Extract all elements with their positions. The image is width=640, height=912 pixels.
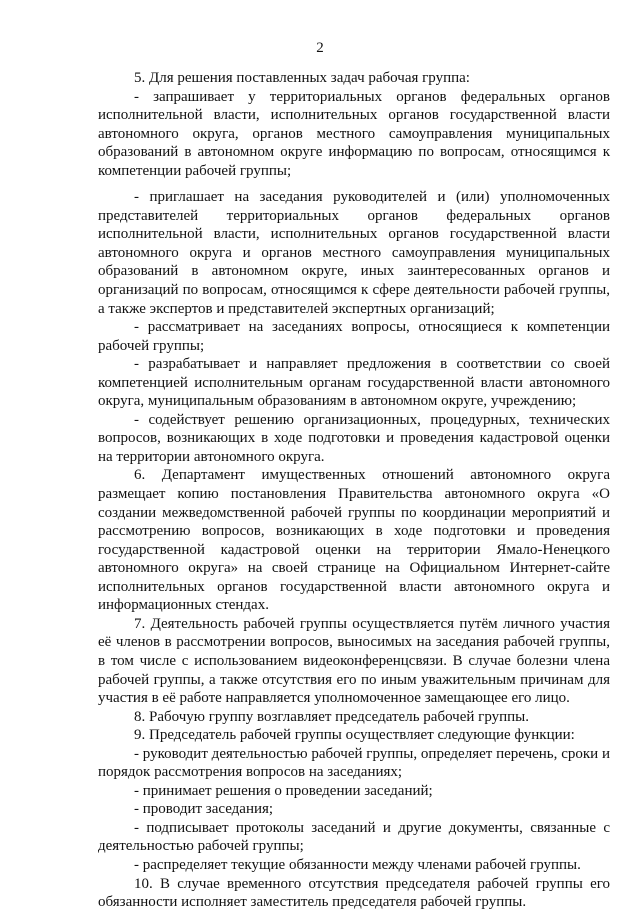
list-item-assists-resolution: - содействует решению организационных, процедурных, технических вопросов, возникающих в ходе подготовки и проведения кадастровой оценки на территории автономного округа.	[98, 411, 610, 465]
function-item-signs-protocols: - подписывает протоколы заседаний и другие документы, связанные с деятельностью рабочей группы;	[98, 819, 610, 855]
function-item-decides-meetings: - принимает решения о проведении заседаний;	[134, 782, 433, 799]
function-item-conducts-meetings: - проводит заседания;	[134, 801, 274, 818]
paragraph-7-activity: 7. Деятельность рабочей группы осуществляется путём личного участия её членов в рассмотрении вопросов, выносимых на заседания рабочей группы, в том числе с использованием видеоконференцсвязи. В случае болезни члена рабочей группы, а также отсутствия его по иным уважительным причинам для участия в её работе направляется уполномоченное замещающее его лицо.	[98, 615, 610, 707]
paragraph-6-department: 6. Департамент имущественных отношений автономного округа размещает копию постановления Правительства автономного округа «О создании межведомственной рабочей группы по координации мероприятий и рассмотрению вопросов, возникающих в ходе подготовки и проведения государственной кадастровой оценки на территории Ямало-Ненецкого автономного округа» на своей странице на Официальном Интернет-сайте исполнительных органов государственной власти автономного округа и информационных стендах.	[98, 467, 610, 614]
page-number: 2	[316, 40, 324, 56]
paragraph-8-chairman: 8. Рабочую группу возглавляет председатель рабочей группы.	[134, 708, 530, 725]
document-body	[98, 69, 610, 912]
paragraph-10-deputy: 10. В случае временного отсутствия председателя рабочей группы его обязанности исполняет заместитель председателя рабочей группы.	[98, 875, 610, 911]
function-item-distributes-duties: - распределяет текущие обязанности между членами рабочей группы.	[134, 856, 581, 873]
paragraph-5-intro: 5. Для решения поставленных задач рабочая группа:	[134, 70, 470, 86]
paragraph-9-functions: 9. Председатель рабочей группы осуществляет следующие функции:	[134, 727, 575, 744]
function-item-directs: - руководит деятельностью рабочей группы, определяет перечень, сроки и порядок рассмотрения вопросов на заседаниях;	[98, 745, 610, 781]
list-item-develops-proposals: - разрабатывает и направляет предложения в соответствии со своей компетенцией исполнительным органам государственной власти автономного округа, муниципальным образованиям в автономном округе, учреждению;	[98, 356, 610, 410]
list-item-considers-questions: - рассматривает на заседаниях вопросы, относящиеся к компетенции рабочей группы;	[98, 319, 610, 354]
list-item-requests-information: - запрашивает у территориальных органов федеральных органов исполнительной власти, исполнительных органов государственной власти автономного округа, органов местного самоуправления муниципальных образований в автономном округе информацию по вопросам, относящимся к компетенции рабочей группы;	[98, 88, 610, 179]
list-item-invites-representatives: - приглашает на заседания руководителей и (или) уполномоченных представителей территориальных органов федеральных органов исполнительной власти, исполнительных органов государственной власти автономного округа и органов местного самоуправления муниципальных образований в автономном округе, иных заинтересованных органов и организаций по вопросам, относящимся к сфере деятельности рабочей группы, а также экспертов и представителей экспертных организаций;	[98, 189, 610, 317]
